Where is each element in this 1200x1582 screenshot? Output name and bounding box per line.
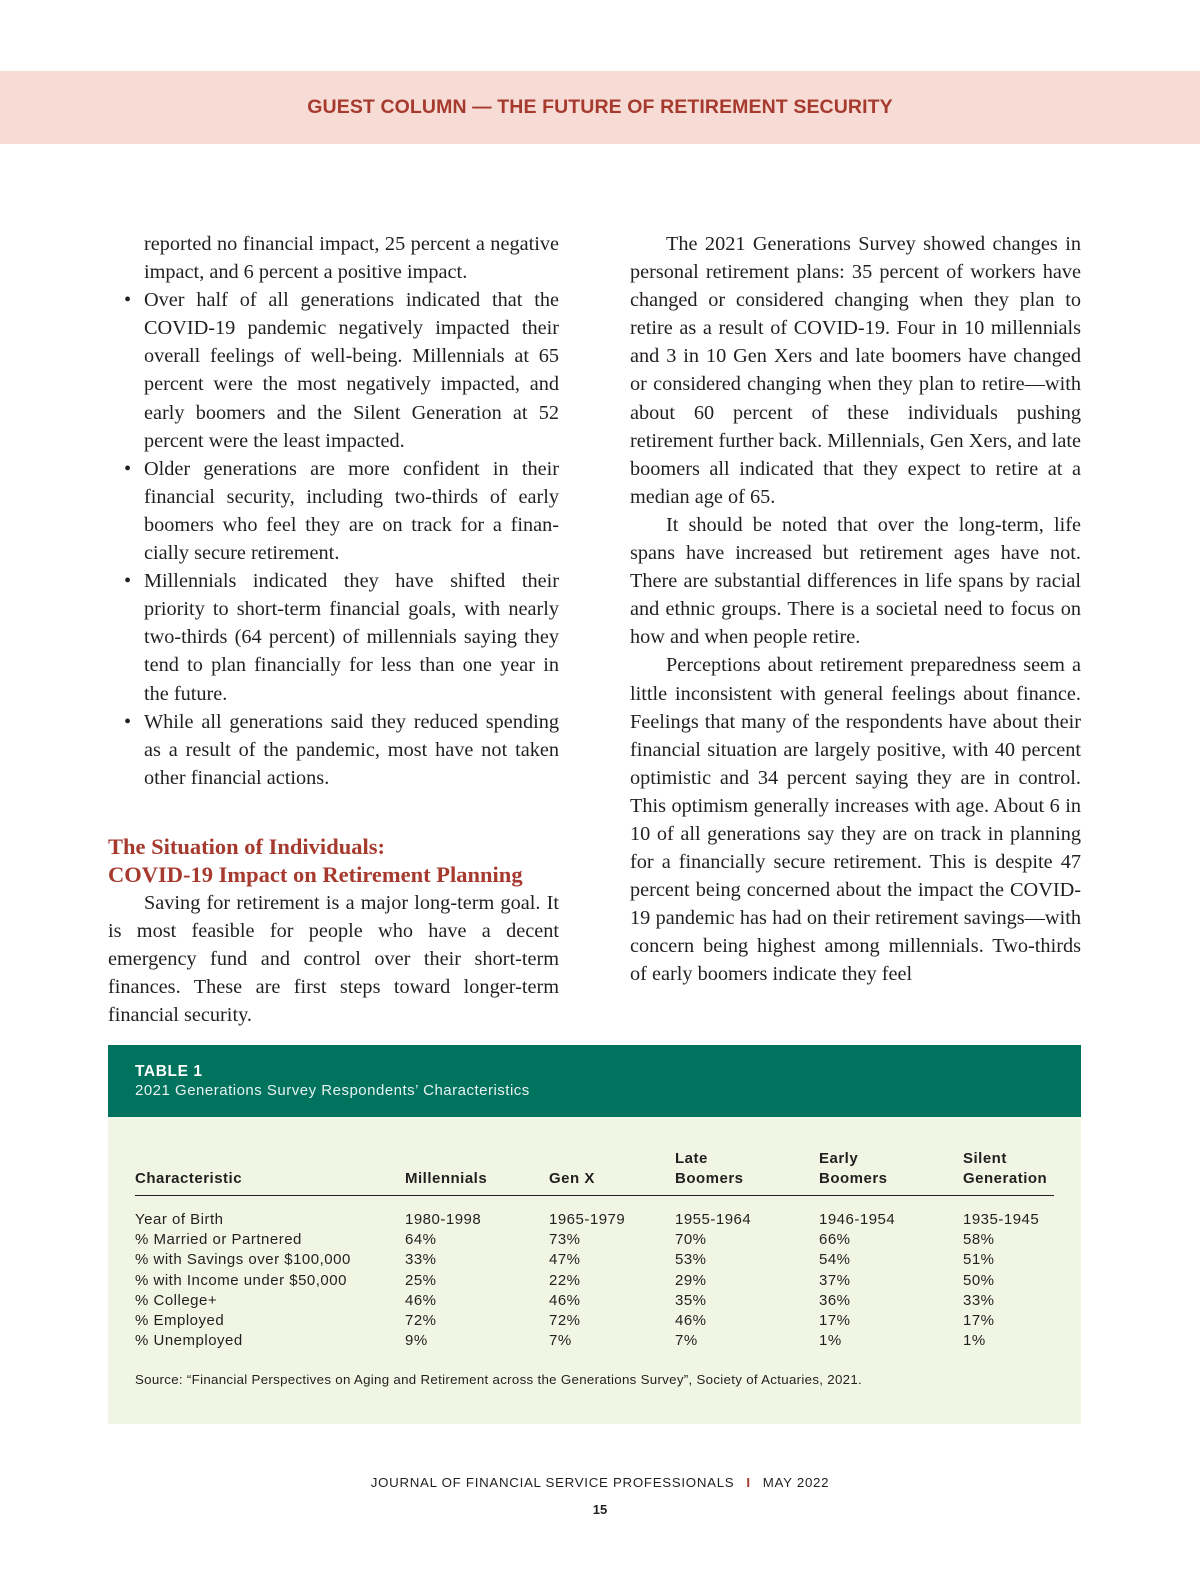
table-row: % Unemployed 9% 7% 7% 1% 1%	[135, 1332, 986, 1350]
page-footer	[0, 1475, 1200, 1490]
table-row: % with Savings over $100,000 33% 47% 53% 54% 51%	[135, 1251, 995, 1269]
column-header: Late Boomers	[675, 1149, 819, 1196]
footer-separator: I	[746, 1475, 751, 1490]
bullet-icon: •	[124, 457, 132, 480]
running-header-title: GUEST COLUMN — THE FUTURE OF RETIREMENT SECURITY	[307, 96, 893, 118]
bullet-item: • Millennials indicated they have shifted their priority to short-term financial goals, with nearly two-thirds (64 percent) of millennials saying they tend to plan financially for less than one year in the future.	[108, 567, 559, 707]
column-header: Silent Generation	[963, 1149, 1054, 1196]
bullet-item: • Over half of all generations indicated that the COVID-19 pandemic negatively impacted their overall feelings of well-being. Millennials at 65 percent were the most negatively impacted, and early boomers and the Silent Generation at 52 percent were the least impacted.	[108, 286, 559, 455]
table-1	[108, 1045, 1081, 1424]
running-header-band	[0, 71, 1200, 144]
section-heading: The Situation of Individuals: COVID-19 Impact on Retirement Planning	[108, 833, 523, 887]
column-header: Millennials	[405, 1149, 549, 1196]
body-paragraph: Perceptions about retirement preparedness seem a little inconsistent with general feelings about finance. Feelings that many of the respondents have about their financial situation are largely positive, with 40 percent optimistic and 34 percent saying they are in control. This optimism generally increases with age. About 6 in 10 of all generations say they are on track in planning for a financially secure retirement. This is despite 47 percent being concerned about the impact the COVID-19 pandemic has had on their retirement savings—with concern being highest among millennials. Two-thirds of early boomers indicate they feel	[630, 654, 1081, 986]
table-caption: 2021 Generations Survey Respondents’ Characteristics	[135, 1082, 530, 1099]
table-row: % with Income under $50,000 25% 22% 29% 37% 50%	[135, 1271, 995, 1289]
table-header-row	[135, 1149, 1054, 1196]
table-source-note: Source: “Financial Perspectives on Aging and Retirement across the Generations Survey”, Society of Actuaries, 2021.	[135, 1372, 863, 1387]
right-column	[630, 230, 1081, 989]
table-row: Year of Birth 1980-1998 1965-1979 1955-1964 1946-1954 1935-1945	[135, 1211, 1040, 1228]
bullet-icon: •	[124, 289, 132, 312]
column-header: Characteristic	[135, 1149, 405, 1196]
continued-paragraph: reported no financial impact, 25 percent a negative impact, and 6 percent a positive impact.	[144, 233, 559, 284]
body-paragraph: It should be noted that over the long-term, life spans have increased but retirement ages have not. There are substantial differences in life spans by racial and ethnic groups. There is a societal need to focus on how and when people retire.	[630, 513, 1081, 649]
bullet-item: • Older generations are more confident in their financial security, including two-thirds of early boomers who feel they are on track for a financially secure retirement.	[108, 455, 559, 567]
table-label: TABLE 1	[135, 1063, 203, 1080]
section-paragraph: Saving for retirement is a major long-term goal. It is most feasible for people who have a decent emergency fund and control over their short-term finances. These are first steps toward longer-term financial security.	[108, 891, 559, 1027]
body-paragraph: The 2021 Generations Survey showed changes in personal retirement plans: 35 percent of workers have changed or considered changing when they plan to retire as a result of COVID-19. Four in 10 millennials and 3 in 10 Gen Xers and late boomers have changed or considered changing when they plan to retire—with about 60 percent of these individuals pushing retirement further back. Millennials, Gen Xers, and late boomers all indicated that they expect to retire at a median age of 65.	[630, 233, 1081, 508]
page-number: 15	[592, 1502, 608, 1517]
journal-name: JOURNAL OF FINANCIAL SERVICE PROFESSIONALS	[370, 1475, 735, 1490]
bullet-icon: •	[124, 710, 132, 733]
issue-date: MAY 2022	[762, 1475, 830, 1490]
table-header-band	[108, 1045, 1081, 1117]
column-header: Early Boomers	[819, 1149, 963, 1196]
table-row: % College+ 46% 46% 35% 36% 33%	[135, 1291, 995, 1309]
table-row: % Married or Partnered 64% 73% 70% 66% 58%	[135, 1231, 995, 1249]
characteristics-table	[135, 1149, 1054, 1351]
bullet-icon: •	[124, 570, 132, 593]
table-row: % Employed 72% 72% 46% 17% 17%	[135, 1312, 995, 1330]
left-column	[108, 230, 559, 1029]
column-header: Gen X	[549, 1149, 675, 1196]
bullet-list	[108, 286, 559, 792]
bullet-item: • While all generations said they reduced spending as a result of the pandemic, most have not taken other financial actions.	[108, 708, 559, 792]
